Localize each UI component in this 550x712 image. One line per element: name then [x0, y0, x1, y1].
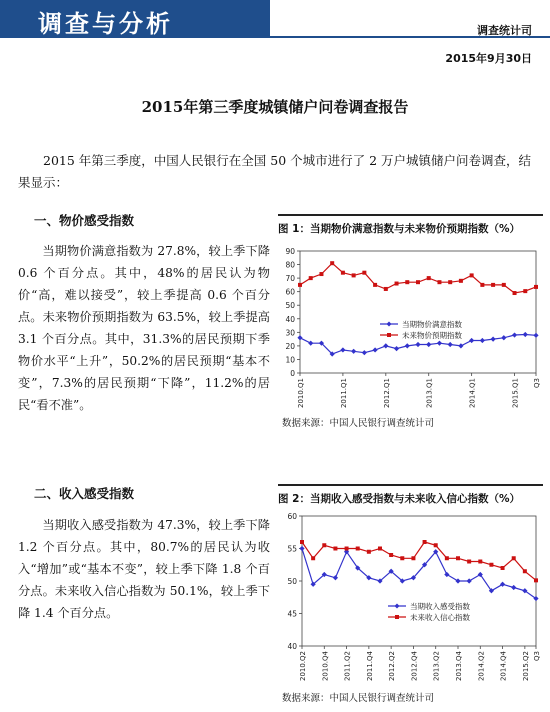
series-1-point	[511, 585, 516, 590]
series-2-point	[405, 280, 409, 284]
series-2-point	[523, 289, 527, 293]
x-tick-label: 2014.Q4	[499, 651, 508, 682]
series-2-point	[416, 280, 420, 284]
x-tick-label: 2012.Q1	[382, 378, 391, 409]
x-tick-label: 2012.Q2	[388, 651, 397, 682]
x-tick-label: 2015.Q2	[521, 651, 530, 682]
series-1-point	[394, 346, 399, 351]
y-tick-label: 30	[285, 328, 295, 338]
figure2-source: 数据来源：中国人民银行调查统计司	[282, 693, 435, 704]
y-tick-label: 80	[285, 260, 295, 270]
series-1-point	[415, 342, 420, 347]
x-tick-label: 2014.Q2	[477, 651, 486, 682]
series-2-point	[378, 547, 382, 551]
x-tick-label: 2013.Q4	[455, 651, 463, 682]
series-1-point	[490, 337, 495, 342]
series-1-point	[448, 342, 453, 347]
series-line-2	[300, 263, 536, 293]
series-2-point	[311, 556, 315, 560]
y-tick-label: 55	[287, 544, 297, 554]
series-1-point	[308, 341, 313, 346]
section-heading-price: 一、物价感受指数	[34, 213, 135, 228]
series-2-point	[300, 540, 304, 544]
series-2-point	[356, 547, 360, 551]
series-2-point	[345, 547, 349, 551]
series-2-point	[362, 271, 366, 275]
series-1-point	[533, 333, 538, 338]
report-date: 2015年9月30日	[445, 52, 532, 65]
series-2-point	[319, 272, 323, 276]
series-2-point	[411, 556, 415, 560]
series-1-point	[500, 582, 505, 587]
x-tick-label: 2011.Q2	[343, 651, 352, 682]
series-1-point	[340, 347, 345, 352]
x-tick-label: 2015.Q1	[511, 378, 520, 409]
series-2-point	[534, 578, 538, 582]
series-2-point	[456, 556, 460, 560]
series-2-point	[333, 547, 337, 551]
figure1-title: 图 1：当期物价满意指数与未来物价预期指数（%）	[278, 223, 520, 235]
series-2-point	[491, 283, 495, 287]
figure2-rule	[278, 484, 543, 486]
x-tick-label: 2011.Q4	[365, 651, 374, 682]
series-2-point	[352, 273, 356, 277]
intro-paragraph: 2015 年第三季度，中国人民银行在全国 50 个城市进行了 2 万户城镇储户问卷调查，结果显示：	[18, 153, 532, 190]
x-tick-label: Q3	[533, 651, 541, 661]
x-tick-label: 2010.Q1	[297, 378, 305, 409]
figure1-rule	[278, 214, 543, 216]
legend-marker	[395, 615, 399, 619]
department-label: 调查统计司	[477, 24, 532, 37]
series-1-point	[444, 572, 449, 577]
legend-marker	[395, 604, 400, 609]
series-2-point	[534, 285, 538, 289]
header-title: 调查与分析	[38, 10, 173, 38]
plot-frame	[302, 516, 536, 646]
legend-marker	[387, 333, 391, 337]
series-2-point	[434, 543, 438, 547]
y-tick-label: 10	[285, 355, 295, 365]
y-tick-label: 60	[287, 512, 297, 521]
x-tick-label: 2014.Q1	[468, 378, 477, 409]
figure1-chart	[282, 245, 544, 415]
x-tick-label: 2013.Q2	[432, 651, 441, 682]
y-tick-label: 40	[285, 314, 295, 324]
series-2-point	[437, 280, 441, 284]
x-tick-label: 2013.Q1	[425, 378, 434, 409]
series-1-point	[362, 350, 367, 355]
series-2-point	[467, 560, 471, 564]
series-1-point	[523, 332, 528, 337]
figure1-source: 数据来源：中国人民银行调查统计司	[282, 418, 435, 429]
legend-marker	[387, 322, 392, 327]
series-1-point	[299, 546, 304, 551]
series-1-point	[480, 338, 485, 343]
series-1-point	[437, 341, 442, 346]
series-1-point	[512, 332, 517, 337]
series-2-point	[448, 280, 452, 284]
series-1-point	[383, 343, 388, 348]
section-body-income: 当期收入感受指数为 47.3%，较上季下降 1.2 个百分点。其中，80.7%的居民认为收入“增加”或“基本不变”，较上季下降 1.8 个百分点。未来收入信心指数为 50.1%，较上季下降 1.4 个百分点。	[18, 518, 270, 620]
series-2-point	[523, 569, 527, 573]
series-2-point	[502, 283, 506, 287]
series-2-point	[470, 273, 474, 277]
series-2-point	[513, 291, 517, 295]
x-tick-label: Q3	[533, 378, 541, 388]
legend-label: 当期收入感受指数	[410, 602, 470, 611]
report-title: 2015年第三季度城镇储户问卷调查报告	[141, 98, 409, 116]
y-tick-label: 70	[285, 274, 295, 284]
series-1-point	[426, 342, 431, 347]
x-tick-label: 2011.Q1	[339, 378, 348, 409]
series-1-point	[469, 338, 474, 343]
series-line-1	[302, 549, 536, 599]
y-tick-label: 45	[287, 609, 297, 619]
series-2-point	[367, 550, 371, 554]
plot-frame	[300, 251, 536, 373]
series-2-point	[389, 553, 393, 557]
section-body-price: 当期物价满意指数为 27.8%，较上季下降 0.6 个百分点。其中，48%的居民认为物价“高，难以接受”，较上季提高 0.6 个百分点。未来物价预期指数为 63.5%，较上季提高 3.1 个百分点。其中，31.3%的居民预期下季物价水平“上升”，50.2%的居民预期“基本不变”，7.3%的居民预期“下降”，11.2%的居民“看不准”。	[18, 244, 270, 412]
y-tick-label: 50	[285, 301, 295, 311]
y-tick-label: 90	[285, 247, 295, 256]
series-1-point	[372, 347, 377, 352]
series-2-point	[478, 560, 482, 564]
legend-label: 当期物价满意指数	[402, 320, 462, 329]
series-2-point	[309, 276, 313, 280]
series-2-point	[330, 261, 334, 265]
series-2-point	[400, 556, 404, 560]
series-1-point	[458, 343, 463, 348]
series-2-point	[298, 283, 302, 287]
series-1-point	[297, 335, 302, 340]
y-tick-label: 0	[290, 369, 295, 378]
series-2-point	[395, 282, 399, 286]
y-tick-label: 20	[285, 341, 295, 351]
x-tick-label: 2010.Q4	[321, 651, 330, 682]
series-1-point	[333, 575, 338, 580]
header-banner	[0, 0, 270, 38]
legend-label: 未来收入信心指数	[410, 613, 470, 622]
series-2-point	[322, 543, 326, 547]
series-2-point	[445, 556, 449, 560]
legend-label: 未来物价预期指数	[402, 331, 462, 340]
series-2-point	[423, 540, 427, 544]
series-2-point	[427, 276, 431, 280]
figure2-chart	[282, 508, 544, 686]
series-2-point	[459, 279, 463, 283]
series-1-point	[467, 578, 472, 583]
section-heading-income: 二、收入感受指数	[34, 486, 135, 501]
series-2-point	[480, 283, 484, 287]
y-tick-label: 60	[285, 287, 295, 297]
series-1-point	[455, 578, 460, 583]
series-2-point	[384, 287, 388, 291]
series-2-point	[512, 556, 516, 560]
series-2-point	[501, 566, 505, 570]
x-tick-label: 2012.Q4	[410, 651, 419, 682]
series-2-point	[489, 563, 493, 567]
series-2-point	[341, 271, 345, 275]
x-tick-label: 2010.Q2	[299, 651, 307, 682]
series-2-point	[373, 283, 377, 287]
y-tick-label: 50	[287, 577, 297, 586]
series-1-point	[501, 335, 506, 340]
series-1-point	[351, 349, 356, 354]
figure2-title: 图 2：当期收入感受指数与未来收入信心指数（%）	[278, 493, 520, 505]
series-1-point	[405, 343, 410, 348]
y-tick-label: 40	[287, 642, 297, 651]
